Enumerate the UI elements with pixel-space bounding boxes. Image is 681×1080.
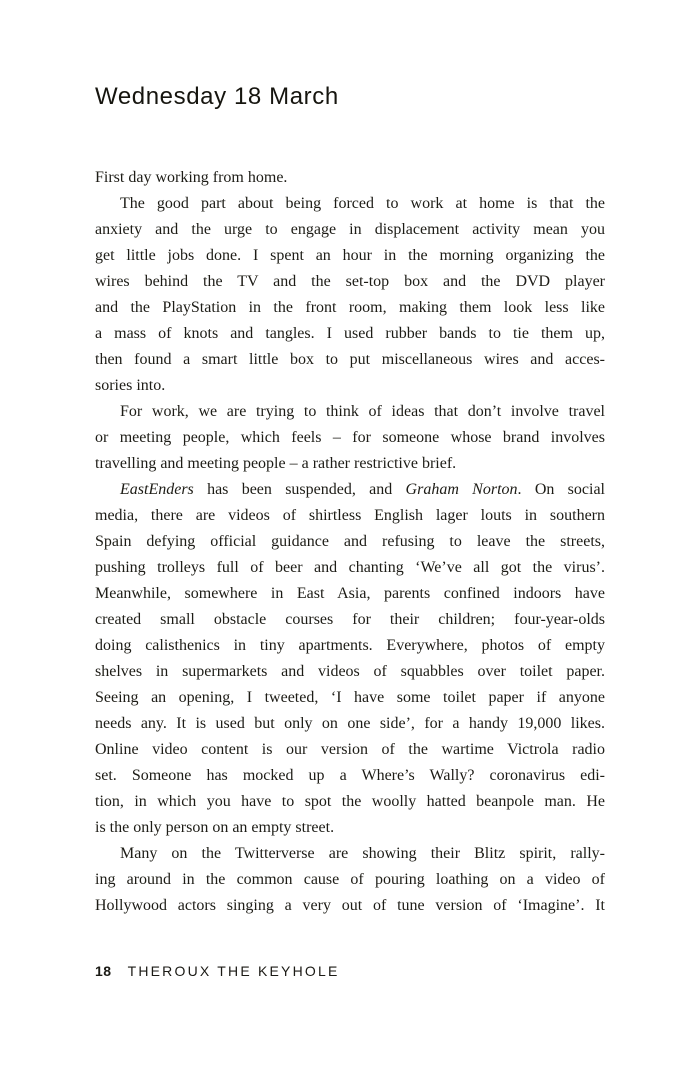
text-line: needs any. It is used but only on one side’, for a handy 19,000 likes. — [95, 715, 605, 732]
text-line: then found a smart little box to put miscellaneous wires and acces- — [95, 351, 605, 368]
text-line: is the only person on an empty street. — [95, 819, 335, 836]
text-line: or meeting people, which feels – for someone whose brand involves — [95, 429, 605, 446]
text-line: EastEnders has been suspended, and Graham Norton. On social — [120, 481, 605, 498]
book-title: THEROUX THE KEYHOLE — [127, 963, 340, 979]
text-line: a mass of knots and tangles. I used rubber bands to tie them up, — [95, 325, 605, 342]
text-line: First day working from home. — [95, 169, 288, 186]
text-line: Hollywood actors singing a very out of tune version of ‘Imagine’. It — [95, 897, 605, 914]
text-line: doing calisthenics in tiny apartments. Everywhere, photos of empty — [95, 637, 605, 654]
text-line: Seeing an opening, I tweeted, ‘I have some toilet paper if anyone — [95, 689, 605, 706]
text-line: anxiety and the urge to engage in displacement activity mean you — [95, 221, 605, 238]
text-line: shelves in supermarkets and videos of squabbles over toilet paper. — [95, 663, 605, 680]
text-line: Many on the Twitterverse are showing their Blitz spirit, rally- — [120, 845, 605, 862]
page-footer — [95, 962, 340, 980]
text-line: sories into. — [95, 377, 166, 394]
text-line: get little jobs done. I spent an hour in the morning organizing the — [95, 247, 605, 264]
text-line: set. Someone has mocked up a Where’s Wally? coronavirus edi- — [95, 767, 605, 784]
text-line: Spain defying official guidance and refusing to leave the streets, — [95, 533, 605, 550]
text-line: ing around in the common cause of pouring loathing on a video of — [95, 871, 605, 888]
text-line: created small obstacle courses for their children; four-year-olds — [95, 611, 605, 628]
text-line: travelling and meeting people – a rather restrictive brief. — [95, 455, 457, 472]
text-line: and the PlayStation in the front room, making them look less like — [95, 299, 605, 316]
text-line: media, there are videos of shirtless English lager louts in southern — [95, 507, 605, 524]
text-line: Online video content is our version of the wartime Victrola radio — [95, 741, 605, 758]
text-line: pushing trolleys full of beer and chanting ‘We’ve all got the virus’. — [95, 559, 605, 576]
text-line: The good part about being forced to work at home is that the — [120, 195, 605, 212]
text-line: tion, in which you have to spot the woolly hatted beanpole man. He — [95, 793, 605, 810]
text-line: For work, we are trying to think of ideas that don’t involve travel — [120, 403, 605, 420]
text-line: Meanwhile, somewhere in East Asia, parents confined indoors have — [95, 585, 605, 602]
body-text — [95, 165, 605, 919]
text-line: wires behind the TV and the set-top box and the DVD player — [95, 273, 605, 290]
diary-date-heading: Wednesday 18 March — [95, 83, 339, 110]
page-number: 18 — [95, 963, 112, 979]
